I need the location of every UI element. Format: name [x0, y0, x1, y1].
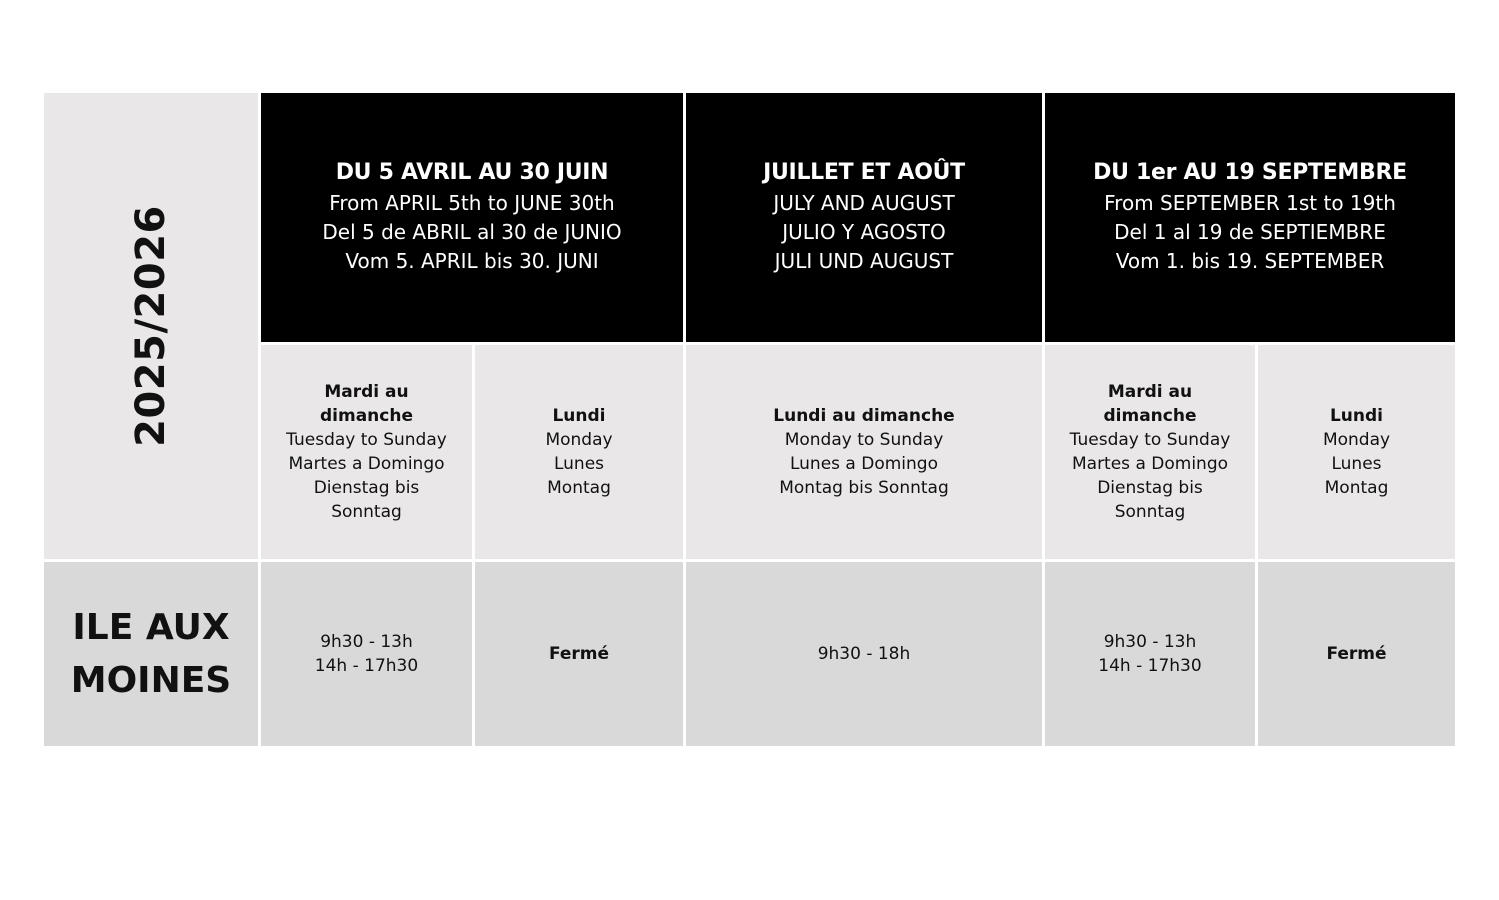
period-es: Del 5 de ABRIL al 30 de JUNIO [322, 219, 622, 244]
closed-label: Fermé [548, 644, 610, 664]
hours-morning: 9h30 - 13h [1103, 632, 1197, 652]
period-title: DU 5 AVRIL AU 30 JUIN [335, 159, 609, 185]
place-name-line1: ILE AUX [72, 607, 230, 648]
period-es: Del 1 al 19 de SEPTIEMBRE [1114, 219, 1386, 244]
days-de: Dienstag bis [1097, 478, 1203, 498]
period-title: JUILLET ET AOÛT [763, 159, 965, 185]
days-fr: Lundi au dimanche [773, 406, 955, 426]
days-en: Tuesday to Sunday [286, 430, 447, 450]
period-de: Vom 1. bis 19. SEPTEMBER [1115, 248, 1385, 273]
hours-cell-summer [686, 562, 1042, 746]
days-cell-tue-sun-spring [261, 345, 472, 559]
days-de: Sonntag [1114, 502, 1186, 522]
days-es: Lunes [553, 454, 605, 474]
days-es: Lunes [1331, 454, 1382, 474]
days-en: Monday to Sunday [784, 430, 944, 450]
days-de: Montag bis Sonntag [779, 478, 949, 498]
days-fr: Mardi au [1107, 382, 1193, 402]
period-title: DU 1er AU 19 SEPTEMBRE [1093, 159, 1407, 185]
days-fr: dimanche [1103, 406, 1197, 426]
days-de: Montag [547, 478, 611, 498]
days-fr: Lundi [552, 406, 606, 426]
days-fr: dimanche [320, 406, 413, 426]
hours-morning: 9h30 - 13h [320, 632, 413, 652]
days-es: Martes a Domingo [288, 454, 445, 474]
period-en: From APRIL 5th to JUNE 30th [329, 190, 615, 215]
period-de: JULI UND AUGUST [774, 248, 954, 273]
place-cell [44, 562, 258, 746]
year-cell [44, 93, 258, 559]
days-es: Lunes a Domingo [789, 454, 938, 474]
hours-cell-spring-tue-sun [261, 562, 472, 746]
days-fr: Mardi au [324, 382, 409, 402]
period-en: JULY AND AUGUST [773, 190, 955, 215]
hours-all-day: 9h30 - 18h [817, 644, 911, 664]
days-cell-mon-september [1258, 345, 1455, 559]
closed-label: Fermé [1326, 644, 1387, 664]
period-de: Vom 5. APRIL bis 30. JUNI [345, 248, 599, 273]
period-en: From SEPTEMBER 1st to 19th [1104, 190, 1396, 215]
hours-cell-september-tue-sun [1045, 562, 1255, 746]
days-es: Martes a Domingo [1071, 454, 1229, 474]
period-header-spring [261, 93, 683, 342]
period-es: JULIO Y AGOSTO [782, 219, 946, 244]
days-cell-tue-sun-september [1045, 345, 1255, 559]
days-en: Monday [545, 430, 613, 450]
period-header-summer [686, 93, 1042, 342]
hours-afternoon: 14h - 17h30 [314, 656, 419, 676]
hours-afternoon: 14h - 17h30 [1098, 656, 1202, 676]
days-de: Sonntag [331, 502, 402, 522]
period-header-september [1045, 93, 1455, 342]
hours-cell-september-mon [1258, 562, 1455, 746]
days-en: Tuesday to Sunday [1069, 430, 1231, 450]
hours-cell-spring-mon [475, 562, 683, 746]
days-de: Montag [1324, 478, 1389, 498]
place-name-line2: MOINES [70, 660, 232, 701]
days-cell-mon-sun-summer [686, 345, 1042, 559]
days-en: Monday [1322, 430, 1391, 450]
days-fr: Lundi [1329, 406, 1384, 426]
year-label: 2025/2026 [128, 205, 175, 447]
days-cell-mon-spring [475, 345, 683, 559]
days-de: Dienstag bis [313, 478, 420, 498]
